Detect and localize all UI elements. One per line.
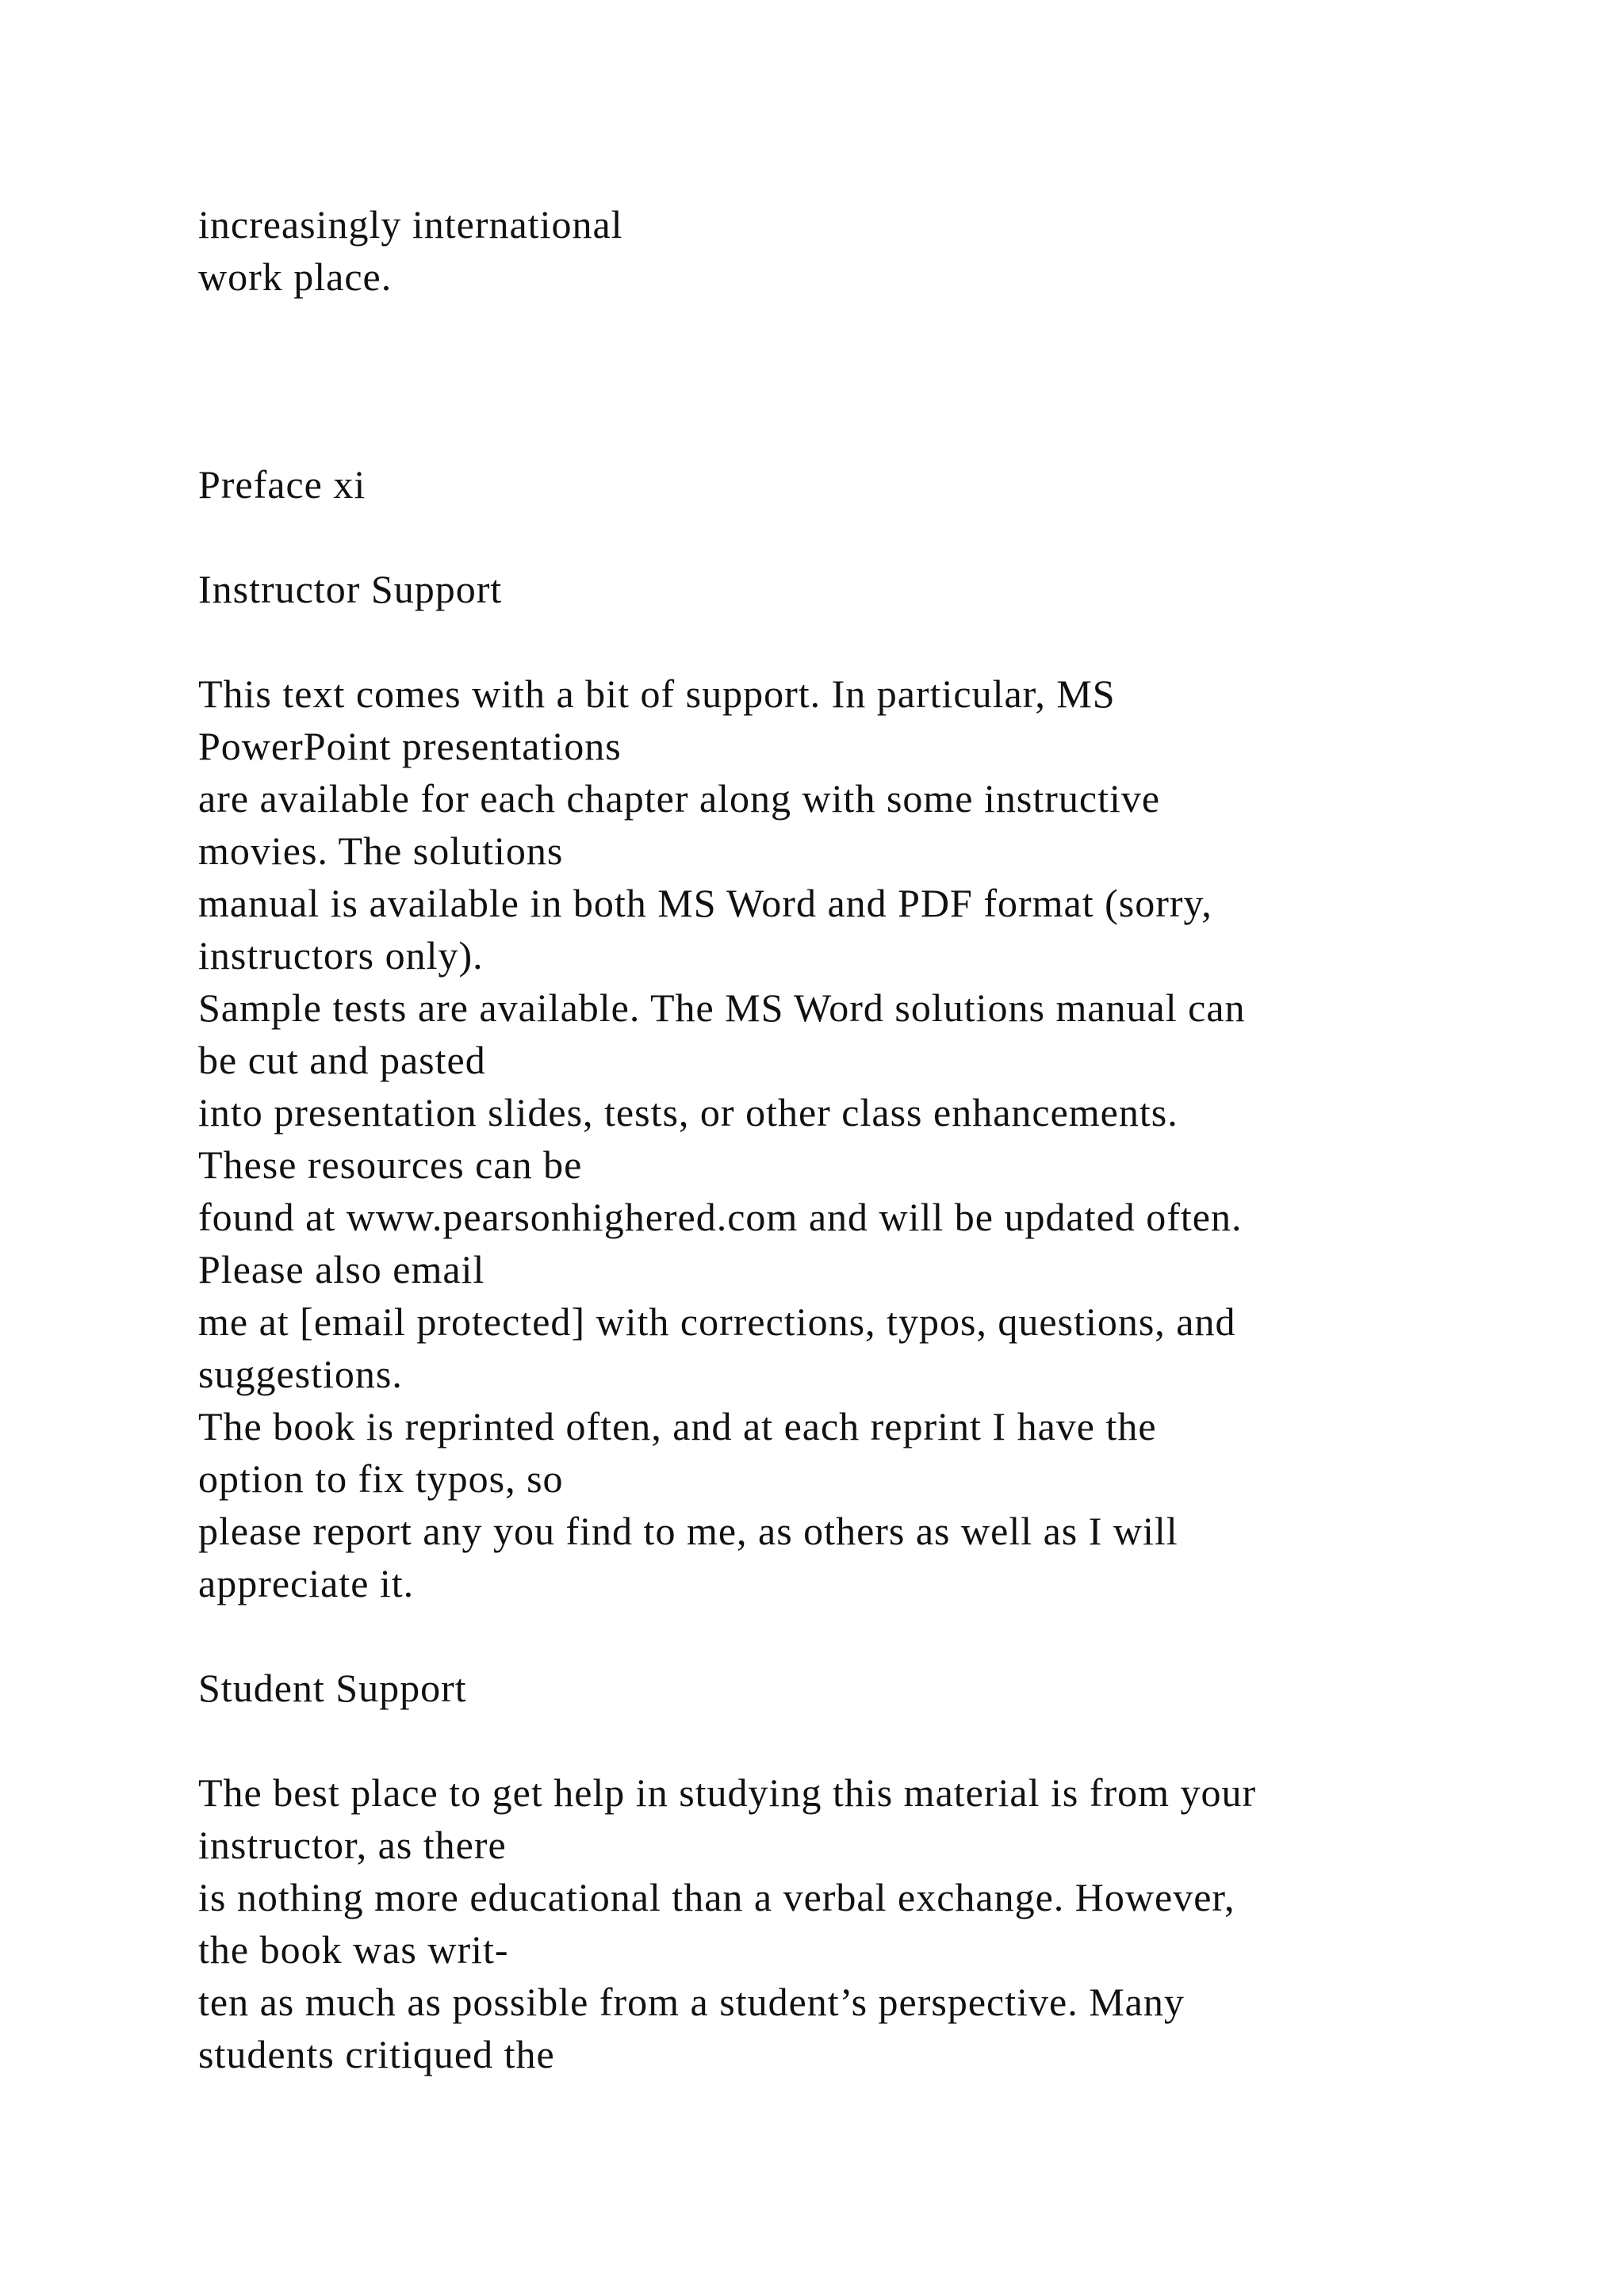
instructor-heading — [198, 563, 1594, 615]
paragraph-line: me at [email protected] with corrections, typos, questions, and — [198, 1299, 1236, 1344]
paragraph-line: suggestions. — [198, 1352, 403, 1396]
paragraph-line: Sample tests are available. The MS Word solutions manual can — [198, 985, 1246, 1030]
paragraph-line: movies. The solutions — [198, 828, 564, 873]
paragraph-line: the book was writ- — [198, 1927, 509, 1972]
instructor-paragraph — [198, 668, 1594, 1609]
student-heading — [198, 1662, 1594, 1714]
student-paragraph — [198, 1766, 1594, 2080]
paragraph-line: found at www.pearsonhighered.com and will be updated often. — [198, 1195, 1243, 1239]
intro-line: work place. — [198, 254, 393, 299]
paragraph-line: are available for each chapter along with some instructive — [198, 776, 1161, 821]
paragraph-line: Please also email — [198, 1247, 485, 1292]
paragraph-line: appreciate it. — [198, 1561, 415, 1605]
paragraph-line: ten as much as possible from a student’s perspective. Many — [198, 1980, 1185, 2024]
intro-line: increasingly international — [198, 202, 623, 247]
paragraph-line: instructor, as there — [198, 1823, 507, 1867]
paragraph-line: option to fix typos, so — [198, 1456, 564, 1501]
paragraph-line: The best place to get help in studying this material is from your — [198, 1770, 1257, 1815]
instructor-heading-text: Instructor Support — [198, 567, 503, 611]
paragraph-line: students critiqued the — [198, 2032, 555, 2076]
paragraph-line: PowerPoint presentations — [198, 724, 622, 768]
page-header — [198, 458, 1594, 511]
paragraph-line: be cut and pasted — [198, 1038, 486, 1082]
paragraph-line: is nothing more educational than a verbal exchange. However, — [198, 1875, 1235, 1919]
paragraph-line: manual is available in both MS Word and PDF format (sorry, — [198, 881, 1212, 925]
intro-block — [198, 198, 1594, 303]
paragraph-line: This text comes with a bit of support. In particular, MS — [198, 672, 1116, 716]
paragraph-line: please report any you find to me, as others as well as I will — [198, 1509, 1178, 1553]
paragraph-line: instructors only). — [198, 933, 484, 978]
page-header-text: Preface xi — [198, 462, 366, 507]
paragraph-line: These resources can be — [198, 1142, 583, 1187]
paragraph-line: The book is reprinted often, and at each reprint I have the — [198, 1404, 1157, 1448]
student-heading-text: Student Support — [198, 1666, 467, 1710]
paragraph-line: into presentation slides, tests, or other class enhancements. — [198, 1090, 1178, 1135]
